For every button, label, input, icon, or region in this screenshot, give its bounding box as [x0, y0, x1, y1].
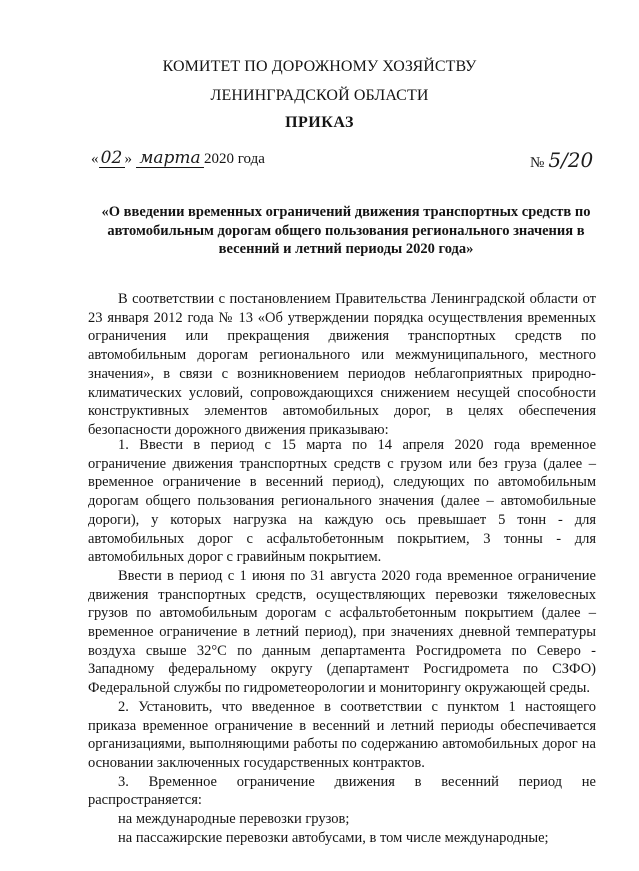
point-1-paragraph: 1. Ввести в период с 15 марта по 14 апреля 2020 года временное ограничение движения транспортных средств с грузом или без груза (далее – временное ограничение в весенний период), следующих по автомобильным дорогам общего пользования регионального значения (далее – автомобильные дороги), у которых нагрузка на каждую ось превышает 5 тонн - для автомобильных дорог с асфальтобетонным покрытием, 3 тонны - для автомобильных дорог с гравийным покрытием.	[88, 437, 596, 566]
preamble-block	[88, 290, 596, 440]
point-3-paragraph: 3. Временное ограничение движения в весенний период не распространяется:	[88, 773, 596, 809]
preamble-paragraph: В соответствии с постановлением Правительства Ленинградской области от 23 января 2012 года № 13 «Об утверждении порядка осуществления временных ограничения или прекращения движения транспортных средств по автомобильным дорогам регионального или межмуниципального, местного значения», в связи с возникновением периодов неблагоприятных природно-климатических условий, сопровождающихся снижением несущей способности конструктивных элементов автомобильных дорог, в целях обеспечения безопасности дорожного движения приказываю:	[88, 291, 596, 438]
committee-name: КОМИТЕТ ПО ДОРОЖНОМУ ХОЗЯЙСТВУ	[162, 58, 477, 75]
date-year: 2020 года	[204, 151, 265, 167]
order-number-prefix: №	[530, 155, 545, 171]
order-number	[530, 148, 593, 172]
date-close-quote: »	[124, 151, 132, 167]
point-2-paragraph: 2. Установить, что введенное в соответствии с пунктом 1 настоящего приказа временное ограничение в весенний и летний периоды обеспечивается организациями, выполняющими работы по содержанию автомобильных дорог на основании заключенных государственных контрактов.	[88, 698, 596, 771]
order-title: «О введении временных ограничений движения транспортных средств по автомобильным дорогам общего пользования регионального значения в весенний и летний периоды 2020 года»	[101, 204, 591, 257]
date-day-handwritten: 02	[99, 150, 125, 168]
point-1-summer-paragraph: Ввести в период с 1 июня по 31 августа 2020 года временное ограничение движения транспортных средств, осуществляющих перевозки тяжеловесных грузов по автомобильным дорогам с асфальтобетонным покрытием (далее – временное ограничение в летний период), при значениях дневной температуры воздуха свыше 32°С по данным департамента Росгидромета по Северо - Западному федеральному округу (департамент Росгидромета по СЗФО) Федеральной службы по гидрометеорологии и мониторингу окружающей среды.	[88, 567, 596, 697]
date-open-quote: «	[91, 151, 99, 167]
exception-item: на международные перевозки грузов;	[118, 811, 350, 828]
document-type: ПРИКАЗ	[285, 114, 354, 131]
region-name: ЛЕНИНГРАДСКОЙ ОБЛАСТИ	[210, 87, 429, 104]
order-number-handwritten: 5/20	[548, 148, 594, 172]
exception-item: на пассажирские перевозки автобусами, в том числе международные;	[118, 829, 549, 846]
order-date	[91, 150, 265, 168]
order-points-block	[88, 436, 596, 847]
date-month-handwritten: марта	[136, 150, 204, 168]
